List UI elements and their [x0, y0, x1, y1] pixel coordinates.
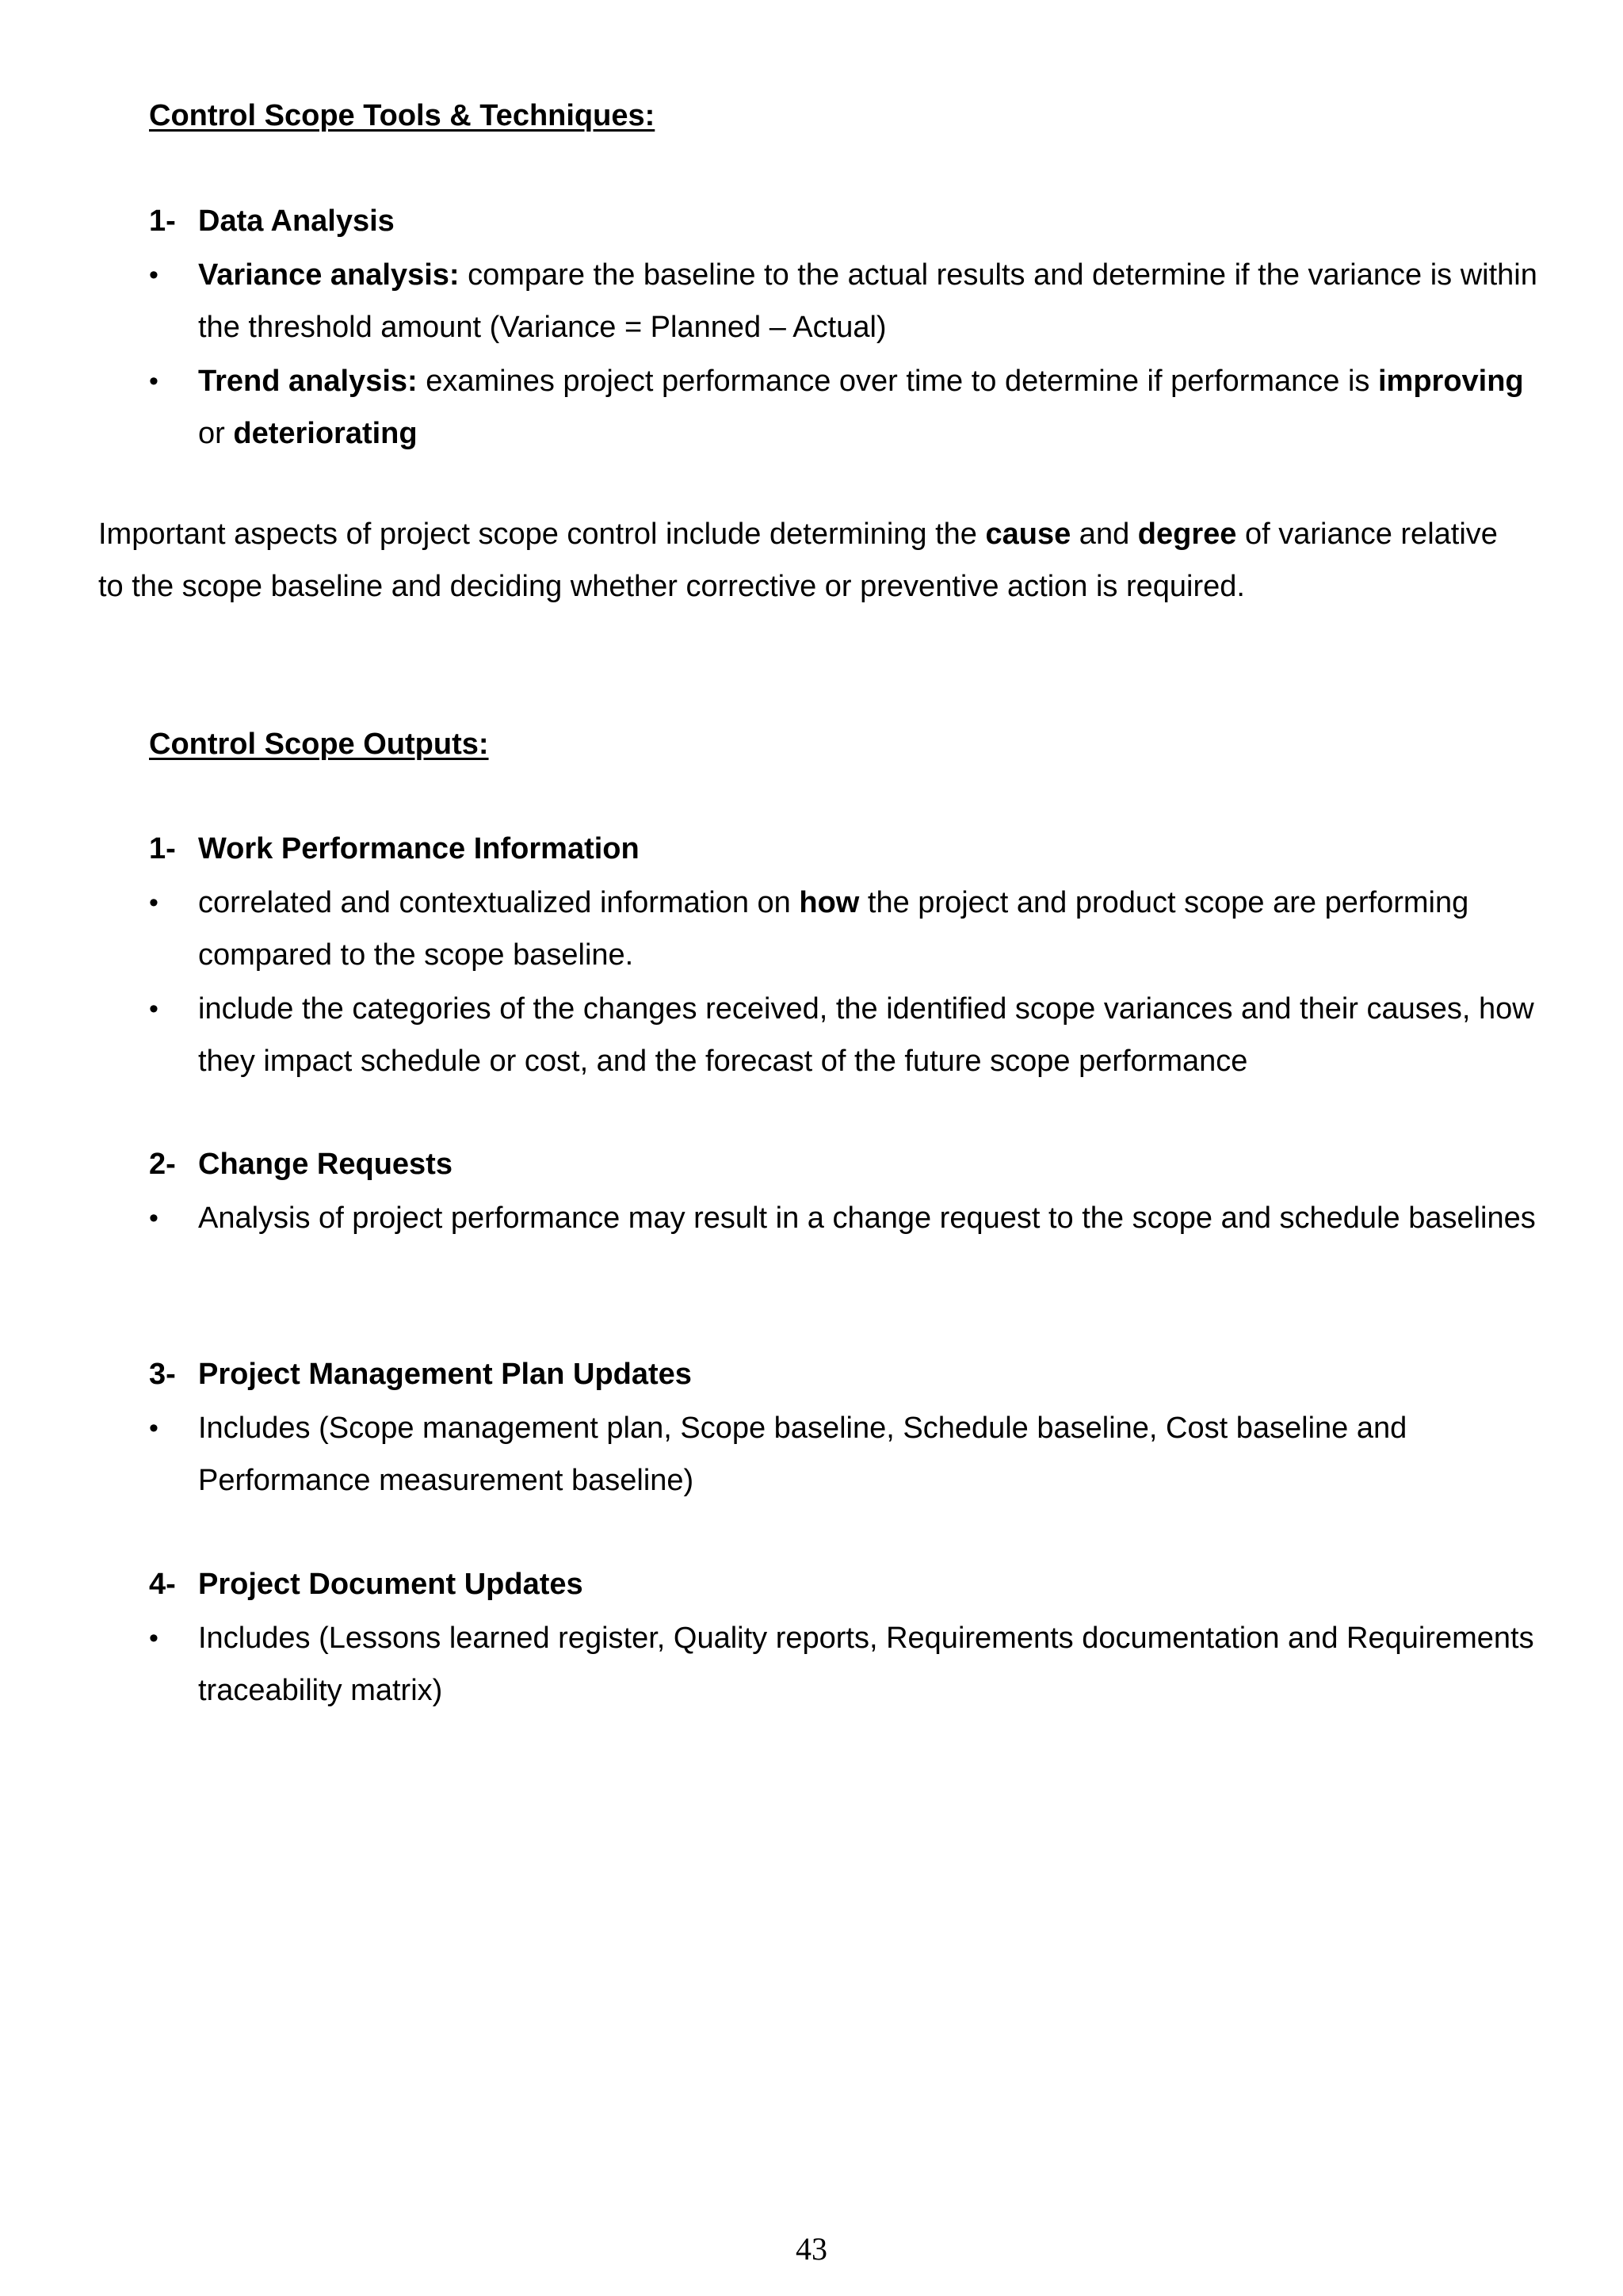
bullet-body: compare the baseline to the actual results and determine if the variance is within the threshold amount (Variance = Planned – Actual): [198, 258, 1537, 344]
bullet-icon: •: [149, 888, 158, 918]
bullet-text: Analysis of project performance may result in a change request to the scope and schedule baselines: [198, 1201, 1536, 1235]
output-item-heading: [149, 834, 640, 864]
item-title: Work Performance Information: [198, 832, 640, 865]
output-bullet: [149, 877, 1544, 981]
bullet-icon: •: [149, 1413, 158, 1443]
bullet-text: include the categories of the changes received, the identified scope variances and their causes, how they impact schedule or cost, and the forecast of the future scope performance: [198, 992, 1534, 1078]
variance-analysis-bullet: [149, 249, 1544, 353]
output-bullet: [149, 983, 1544, 1087]
paragraph-text: Important aspects of project scope control include determining the: [98, 518, 986, 551]
bullet-icon: •: [149, 994, 158, 1024]
paragraph-text: of variance relative to the scope baseline and deciding whether corrective or preventive action is required.: [98, 518, 1498, 603]
item-number: 1-: [149, 204, 176, 238]
bullet-lead: Trend analysis:: [198, 365, 418, 398]
page-number: 43: [796, 2231, 827, 2267]
item-number: 4-: [149, 1568, 176, 1601]
bullet-icon: •: [149, 260, 158, 290]
item-title: Change Requests: [198, 1148, 453, 1181]
bullet-text: Includes (Lessons learned register, Quality reports, Requirements documentation and Requirements traceability matrix): [198, 1622, 1534, 1707]
output-bullet: [149, 1612, 1544, 1717]
bullet-icon: •: [149, 1623, 158, 1653]
emphasis: how: [799, 886, 860, 919]
paragraph-text: and: [1071, 518, 1138, 551]
emphasis: degree: [1137, 518, 1237, 551]
tools-heading: Control Scope Tools & Techniques:: [149, 99, 655, 132]
outputs-heading: Control Scope Outputs:: [149, 728, 489, 761]
output-bullet: [149, 1402, 1544, 1507]
trend-analysis-bullet: [149, 355, 1544, 460]
bullet-lead: Variance analysis:: [198, 258, 460, 292]
output-item-heading: [149, 1359, 692, 1389]
item-number: 3-: [149, 1358, 176, 1391]
bullet-body: the project and product scope are performing compared to the scope baseline.: [198, 886, 1469, 972]
output-item-heading: [149, 1569, 583, 1599]
emphasis: deteriorating: [233, 417, 418, 450]
bullet-text: [198, 355, 1544, 460]
item-number: 1-: [149, 832, 176, 865]
bullet-body: or: [198, 417, 234, 450]
bullet-text: Includes (Scope management plan, Scope baseline, Schedule baseline, Cost baseline and Performance measurement baseline): [198, 1412, 1407, 1497]
bullet-text: [198, 249, 1544, 353]
scope-control-paragraph: [98, 508, 1525, 613]
item-title: Data Analysis: [198, 204, 395, 238]
bullet-body: correlated and contextualized information on: [198, 886, 800, 919]
output-item-heading: [149, 1149, 453, 1179]
bullet-icon: •: [149, 1203, 158, 1233]
data-analysis-heading: [149, 206, 395, 236]
emphasis: improving: [1377, 365, 1524, 398]
output-bullet: [149, 1192, 1544, 1244]
emphasis: cause: [985, 518, 1071, 551]
item-title: Project Document Updates: [198, 1568, 583, 1601]
item-title: Project Management Plan Updates: [198, 1358, 692, 1391]
bullet-text: [198, 877, 1544, 981]
bullet-body: examines project performance over time to determine if performance is: [417, 365, 1378, 398]
item-number: 2-: [149, 1148, 176, 1181]
bullet-icon: •: [149, 366, 158, 396]
